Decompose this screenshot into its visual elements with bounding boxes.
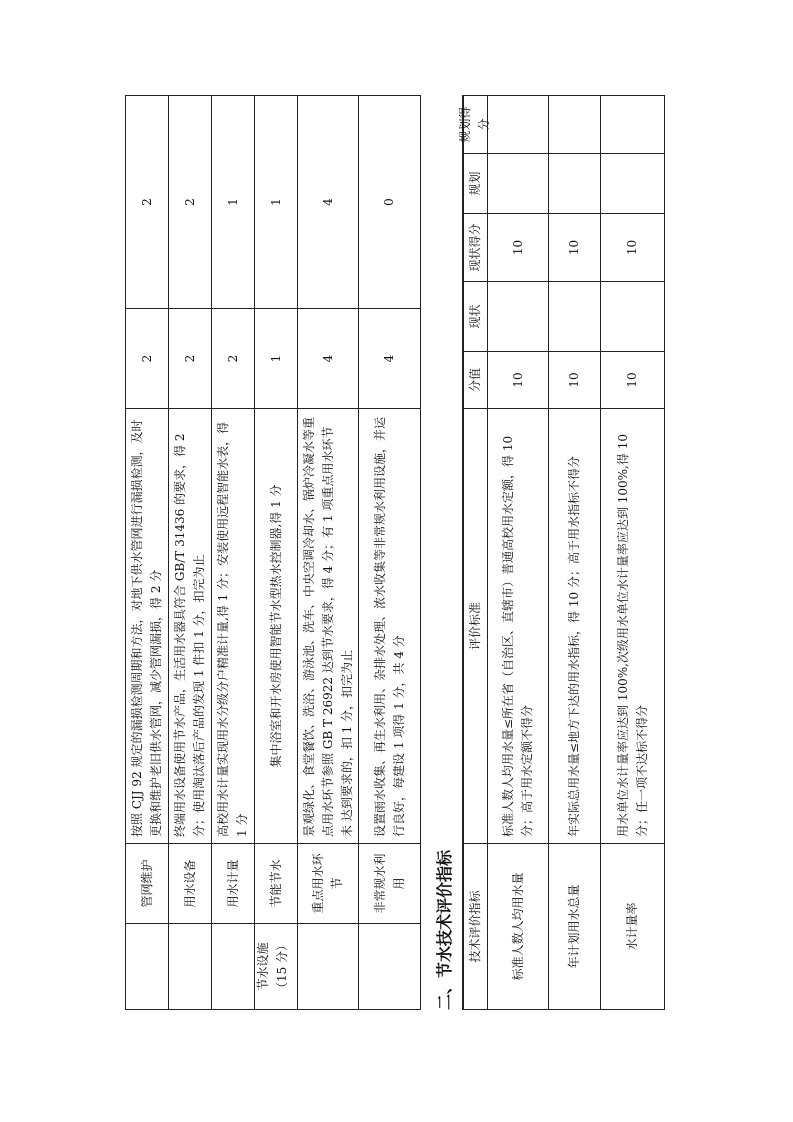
plan-score-cell bbox=[488, 96, 548, 153]
plan-score-cell bbox=[549, 96, 600, 153]
score-cell: 10 bbox=[625, 372, 639, 388]
current-score-cell: 0 bbox=[382, 198, 396, 206]
score-cell: 2 bbox=[139, 354, 154, 363]
current-score-cell: 1 bbox=[268, 198, 283, 206]
score-cell: 10 bbox=[510, 372, 525, 388]
current-score-cell: 10 bbox=[625, 239, 639, 256]
header-current: 现状 bbox=[467, 304, 482, 329]
score-cell: 2 bbox=[182, 354, 197, 363]
current-score-cell: 2 bbox=[139, 198, 154, 206]
current-score-cell: 2 bbox=[182, 198, 197, 206]
item-cell: 用水计量 bbox=[225, 859, 240, 908]
plan-score-cell bbox=[601, 96, 664, 153]
category-cell bbox=[126, 924, 420, 1009]
item-cell: 管网维护 bbox=[139, 859, 154, 908]
criteria-cell: 高校用水计量实现用水分级分户精准计量,得 1 分；安装使用远程智能水表，得 1 分 bbox=[216, 421, 249, 837]
current-cell bbox=[488, 282, 548, 351]
criteria-cell: 设置雨水收集、再生水利用、杂排水处理、浓水收集等非常规水利用设施，并运行良好，每建设 1 项得 1 分，共 4 分 bbox=[372, 416, 406, 837]
header-plan: 规划 bbox=[467, 171, 482, 196]
plan-cell bbox=[549, 154, 600, 213]
criteria-cell: 用水单位水计量率应达到 100%,次级用水单位水计量率应达到 100%,得 10 分；任一项不达标不得分 bbox=[615, 434, 649, 837]
header-score: 分值 bbox=[467, 368, 482, 393]
score-cell: 1 bbox=[268, 354, 283, 363]
score-cell: 4 bbox=[382, 354, 396, 363]
criteria-cell: 标准人数人均用水量≤所在省（自治区、直辖市）普通高校用水定额，得 10 分；高于用水定额不得分 bbox=[501, 435, 534, 837]
current-score-cell: 4 bbox=[320, 198, 335, 206]
score-cell: 10 bbox=[567, 372, 581, 388]
score-cell: 4 bbox=[320, 354, 335, 363]
header-indicator: 技术评价指标 bbox=[467, 890, 482, 963]
indicator-cell: 年计划用水总量 bbox=[567, 884, 581, 969]
criteria-cell: 集中浴室和开水房使用智能节水型热水控制器,得 1 分 bbox=[268, 484, 283, 768]
category-label: 节水设施（15 分） bbox=[256, 938, 289, 995]
item-cell: 节能节水 bbox=[268, 859, 283, 908]
criteria-cell: 年实际总用水量≤地方下达的用水指标，得 10 分；高于用水指标不得分 bbox=[567, 456, 581, 837]
plan-cell bbox=[601, 154, 664, 213]
criteria-cell: 景观绿化、食堂餐饮、洗浴、游泳池、洗车、中央空调冷却水、锅炉冷凝水等重点用水环节参照 GB T 26922 达到节水要求，得 4 分；有 1 项重点用水环节未 达到要求的，扣 1 分，扣完为止 bbox=[301, 416, 354, 837]
header-plan-score: 规划得分 bbox=[458, 106, 491, 143]
current-score-cell: 10 bbox=[567, 239, 581, 256]
plan-cell bbox=[488, 154, 548, 213]
item-cell: 非常规水利用 bbox=[372, 853, 406, 914]
header-criteria: 评价标准 bbox=[467, 602, 482, 651]
current-score-cell: 1 bbox=[225, 198, 240, 206]
item-cell: 重点用水环节 bbox=[311, 853, 344, 914]
current-cell bbox=[601, 282, 664, 351]
indicator-cell: 水计量率 bbox=[625, 902, 639, 951]
criteria-cell: 终端用水设备使用节水产品，生活用水器具符合 GB/T 31436 的要求，得 2 分；使用淘汰落后产品的发现 1 件扣 1 分，扣完为止 bbox=[173, 433, 206, 837]
header-current-score: 现状得分 bbox=[467, 223, 482, 272]
criteria-cell: 按照 CJJ 92 规定的漏损检测周期和方法，对地下供水管网进行漏损检测，及时更换和维护老旧供水管网，减少管网漏损，得 2 分 bbox=[130, 419, 163, 837]
score-cell: 2 bbox=[225, 354, 240, 363]
current-cell bbox=[549, 282, 600, 351]
indicator-cell: 标准人数人均用水量 bbox=[510, 872, 525, 981]
current-score-cell: 10 bbox=[510, 239, 525, 256]
section-title: 二、节水技术评价指标 bbox=[434, 849, 454, 1010]
item-cell: 用水设备 bbox=[182, 859, 197, 908]
